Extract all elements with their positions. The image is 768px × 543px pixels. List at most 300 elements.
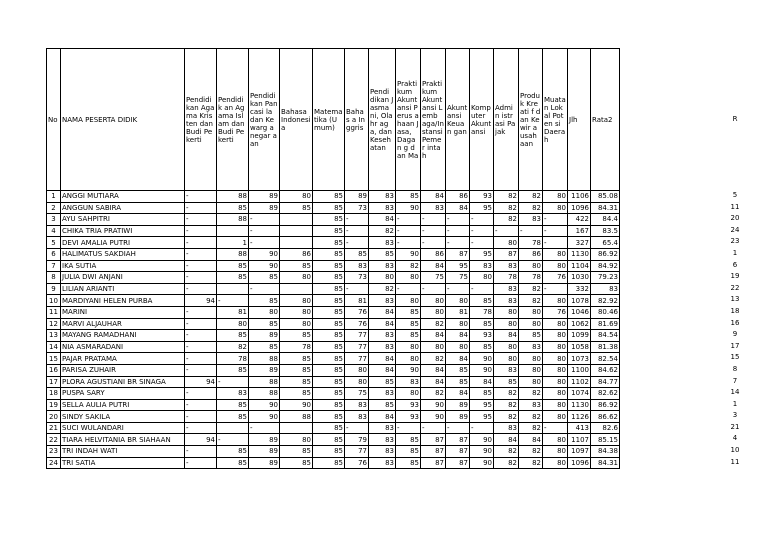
student-name: PARISA ZUHAIR (61, 364, 185, 376)
grade-cell: 83 (369, 457, 396, 469)
grade-cell: 87 (446, 457, 470, 469)
grade-cell: 89 (249, 446, 280, 458)
grade-cell: 1097 (568, 446, 591, 458)
grade-cell: 82 (369, 225, 396, 237)
grade-cell: 80 (396, 353, 421, 365)
grade-cell: 82 (519, 457, 543, 469)
grade-cell: - (185, 353, 217, 365)
grade-cell: 80 (543, 376, 568, 388)
grade-cell: 93 (470, 191, 494, 203)
grade-cell: - (217, 376, 249, 388)
grade-cell: 422 (568, 214, 591, 226)
grade-cell: 76 (345, 306, 369, 318)
grade-cell: 84 (369, 364, 396, 376)
grade-cell: 85 (249, 318, 280, 330)
grade-cell: 80 (543, 457, 568, 469)
grade-cell: - (217, 295, 249, 307)
row-number: 5 (47, 237, 61, 249)
grade-cell: 85 (396, 330, 421, 342)
grade-cell: - (494, 225, 519, 237)
grade-cell: 78 (519, 272, 543, 284)
table-row (47, 295, 620, 307)
grade-cell: 83 (345, 399, 369, 411)
student-name: HALIMATUS SAKDIAH (61, 248, 185, 260)
table-row (47, 446, 620, 458)
grade-cell: 82 (421, 353, 446, 365)
grade-cell: 83 (396, 376, 421, 388)
grade-cell: 80 (494, 237, 519, 249)
grade-cell: 85 (313, 376, 345, 388)
grade-cell: 83 (494, 422, 519, 434)
grade-cell: - (421, 214, 446, 226)
grade-cell: 1130 (568, 399, 591, 411)
row-number: 3 (47, 214, 61, 226)
table-row (47, 434, 620, 446)
table-row (47, 376, 620, 388)
grade-cell: 1062 (568, 318, 591, 330)
row-number: 16 (47, 364, 61, 376)
grade-cell: 80 (519, 353, 543, 365)
grade-cell: 85 (313, 225, 345, 237)
grade-cell: 83 (345, 260, 369, 272)
table-row (47, 318, 620, 330)
grade-cell: 85 (313, 399, 345, 411)
grade-cell: 85 (217, 457, 249, 469)
grade-cell: 85 (313, 306, 345, 318)
grade-cell: 80 (543, 364, 568, 376)
row-number: 7 (47, 260, 61, 272)
grade-cell: 84.77 (591, 376, 620, 388)
row-number: 18 (47, 388, 61, 400)
rank-value: 21 (730, 422, 740, 431)
grade-cell: 81.69 (591, 318, 620, 330)
grade-cell: 80 (421, 295, 446, 307)
grade-cell: 87 (446, 248, 470, 260)
student-name: DEVI AMALIA PUTRI (61, 237, 185, 249)
grade-cell: - (249, 214, 280, 226)
grade-cell: 85 (249, 272, 280, 284)
grade-cell: 90 (470, 353, 494, 365)
grade-cell (280, 237, 313, 249)
rank-column (725, 48, 745, 468)
grade-cell: 82 (494, 388, 519, 400)
rank-value: 5 (732, 191, 738, 199)
grade-cell: 80 (280, 318, 313, 330)
grade-cell: - (421, 237, 446, 249)
grade-cell: 75 (345, 388, 369, 400)
rank-value: 14 (730, 388, 740, 397)
grade-cell: 85 (345, 248, 369, 260)
student-name: ANGGUN SABIRA (61, 202, 185, 214)
grade-cell: 80 (543, 191, 568, 203)
grade-cell: 87 (421, 457, 446, 469)
row-number: 9 (47, 283, 61, 295)
grade-cell: 84 (446, 330, 470, 342)
grade-cell: - (446, 214, 470, 226)
grade-cell: 84 (519, 434, 543, 446)
student-name: MARDIYANI HELEN PURBA (61, 295, 185, 307)
grade-cell: 89 (249, 330, 280, 342)
grade-cell: - (345, 225, 369, 237)
rank-value: 1 (732, 399, 738, 408)
table-row (47, 214, 620, 226)
table-row (47, 330, 620, 342)
grade-cell: 80 (519, 376, 543, 388)
grade-cell: - (470, 237, 494, 249)
grade-cell: 1046 (568, 306, 591, 318)
grade-cell: 85 (280, 388, 313, 400)
grade-cell: 82 (519, 283, 543, 295)
grade-cell (280, 422, 313, 434)
grade-cell: - (470, 283, 494, 295)
grade-cell: 85 (217, 446, 249, 458)
grade-cell: 85 (396, 191, 421, 203)
header-subject: Produ k Kreati f dan Kewir ausah aan (519, 49, 543, 191)
rank-value: 13 (730, 295, 740, 304)
header-name: NAMA PESERTA DIDIK (61, 49, 185, 191)
grade-cell: 82 (494, 411, 519, 423)
grade-cell: 80 (543, 341, 568, 353)
grade-cell: 1099 (568, 330, 591, 342)
grade-cell: 80 (470, 272, 494, 284)
grade-cell: - (421, 225, 446, 237)
grade-cell: 84.31 (591, 457, 620, 469)
grade-cell: 80 (345, 376, 369, 388)
grade-cell: 85 (470, 295, 494, 307)
row-number: 6 (47, 248, 61, 260)
grade-cell: 85 (313, 388, 345, 400)
grade-cell: 82 (494, 399, 519, 411)
grade-cell: - (185, 422, 217, 434)
student-name: AYU SAHPITRI (61, 214, 185, 226)
row-number: 22 (47, 434, 61, 446)
grade-cell: 80 (543, 411, 568, 423)
grade-cell: - (185, 388, 217, 400)
grade-cell: 1074 (568, 388, 591, 400)
grade-cell: 93 (396, 399, 421, 411)
grade-cell: 84 (421, 376, 446, 388)
grade-cell: 94 (185, 376, 217, 388)
student-name: JULIA DWI ANJANI (61, 272, 185, 284)
grade-cell: - (185, 248, 217, 260)
grade-cell: 83 (494, 364, 519, 376)
grade-cell: - (345, 283, 369, 295)
grade-cell: 85 (217, 411, 249, 423)
grade-cell: 85 (396, 446, 421, 458)
grade-cell: 81 (446, 306, 470, 318)
grade-cell: 1104 (568, 260, 591, 272)
student-name: NIA ASMARADANI (61, 341, 185, 353)
grade-cell: 84 (421, 364, 446, 376)
grade-cell: - (185, 272, 217, 284)
rank-value: 20 (730, 214, 740, 223)
grade-cell: - (446, 283, 470, 295)
student-grades-table (46, 48, 620, 469)
student-name: PAJAR PRATAMA (61, 353, 185, 365)
student-name: TRI INDAH WATI (61, 446, 185, 458)
grade-cell: 80.46 (591, 306, 620, 318)
grade-cell: 90 (280, 399, 313, 411)
grade-cell: 80 (280, 191, 313, 203)
rank-value: 23 (730, 237, 740, 246)
grade-cell: 84 (446, 202, 470, 214)
grade-cell: 85 (396, 318, 421, 330)
grade-cell: 90 (396, 202, 421, 214)
grade-cell: 90 (396, 364, 421, 376)
grade-cell: 80 (421, 341, 446, 353)
rank-value: 11 (730, 457, 740, 466)
grade-cell: 80 (519, 260, 543, 272)
grade-cell: - (345, 237, 369, 249)
grade-cell: 80 (494, 353, 519, 365)
grade-cell: 83 (217, 388, 249, 400)
rank-value: 7 (732, 376, 738, 385)
student-name: SINDY SAKILA (61, 411, 185, 423)
row-number: 15 (47, 353, 61, 365)
grade-cell: 90 (470, 364, 494, 376)
grade-cell: 84 (470, 376, 494, 388)
student-name: TIARA HELVITANIA BR SIAHAAN (61, 434, 185, 446)
grade-cell: 332 (568, 283, 591, 295)
header-subject: Bahasa Indonesi a (280, 49, 313, 191)
row-number: 4 (47, 225, 61, 237)
student-name: MARVI ALJAUHAR (61, 318, 185, 330)
table-row (47, 260, 620, 272)
grade-cell: 1126 (568, 411, 591, 423)
grade-cell: 80 (280, 306, 313, 318)
grade-cell: 80 (543, 202, 568, 214)
row-number: 13 (47, 330, 61, 342)
grade-cell: 167 (568, 225, 591, 237)
grade-cell: - (421, 422, 446, 434)
rank-value: 24 (730, 225, 740, 234)
grade-cell: 83 (345, 411, 369, 423)
grade-cell: 78 (280, 341, 313, 353)
grade-cell: 84.92 (591, 260, 620, 272)
grade-cell: 85 (313, 446, 345, 458)
grade-cell: 84 (446, 353, 470, 365)
grade-cell: 89 (446, 399, 470, 411)
grade-cell: 85 (369, 399, 396, 411)
grade-cell: 82 (369, 283, 396, 295)
grade-cell: - (396, 237, 421, 249)
grade-cell: - (396, 214, 421, 226)
row-number: 17 (47, 376, 61, 388)
grade-cell: 85 (396, 457, 421, 469)
grade-cell: 83 (369, 341, 396, 353)
grade-cell: 82 (396, 260, 421, 272)
grade-cell: 78 (519, 237, 543, 249)
grade-cell: 80 (543, 399, 568, 411)
grade-cell: 1100 (568, 364, 591, 376)
grade-cell: - (446, 237, 470, 249)
grade-cell: 75 (446, 272, 470, 284)
grade-cell: 83 (369, 422, 396, 434)
grade-cell: 85 (313, 341, 345, 353)
grade-cell: - (543, 283, 568, 295)
rank-value: 4 (732, 434, 738, 443)
grade-cell: 85 (313, 248, 345, 260)
header-subject: Pendidi kan Agama Kristen dan Budi Pekerti (185, 49, 217, 191)
grade-cell: 85 (519, 330, 543, 342)
rank-value: 18 (730, 306, 740, 315)
grade-cell: 85 (280, 457, 313, 469)
header-subject: Rata2 (591, 49, 620, 191)
grade-cell: - (519, 225, 543, 237)
grade-cell: - (396, 283, 421, 295)
grade-cell: 80 (396, 341, 421, 353)
grade-cell: 85 (217, 399, 249, 411)
row-number: 2 (47, 202, 61, 214)
grade-cell: 85 (313, 202, 345, 214)
grade-cell: - (185, 225, 217, 237)
grade-cell: 80 (519, 364, 543, 376)
header-subject: Bahas a Inggris (345, 49, 369, 191)
grade-cell: 80 (543, 388, 568, 400)
grade-cell: 95 (470, 248, 494, 260)
grade-cell: 85 (396, 306, 421, 318)
grade-cell: - (249, 422, 280, 434)
grade-cell: 82 (519, 295, 543, 307)
grade-cell: 86.62 (591, 411, 620, 423)
header-subject: Admin istrasi Pajak (494, 49, 519, 191)
row-number: 10 (47, 295, 61, 307)
grade-cell: 85 (313, 411, 345, 423)
grade-cell: 80 (280, 272, 313, 284)
table-row (47, 191, 620, 203)
grade-cell: 77 (345, 446, 369, 458)
grade-cell: 82 (494, 214, 519, 226)
grade-cell: 75 (421, 272, 446, 284)
grade-cell: 81.38 (591, 341, 620, 353)
row-number: 24 (47, 457, 61, 469)
grade-cell: 85 (313, 364, 345, 376)
grade-cell: 87 (446, 446, 470, 458)
row-number: 23 (47, 446, 61, 458)
grade-cell: - (185, 364, 217, 376)
grade-cell: 88 (217, 214, 249, 226)
grade-cell: 82 (519, 191, 543, 203)
grade-cell: 83 (494, 283, 519, 295)
grade-cell: - (185, 399, 217, 411)
grade-cell: 88 (280, 411, 313, 423)
grade-cell: - (543, 214, 568, 226)
grade-cell: 82 (494, 457, 519, 469)
grade-cell: 80 (396, 295, 421, 307)
grade-cell: 88 (217, 248, 249, 260)
grade-cell: 80 (396, 388, 421, 400)
grade-cell: 1130 (568, 248, 591, 260)
grade-cell: - (185, 318, 217, 330)
grade-cell: 85 (313, 272, 345, 284)
grade-cell: 80 (494, 306, 519, 318)
grade-cell: 65.4 (591, 237, 620, 249)
grade-cell (217, 283, 249, 295)
row-number: 19 (47, 399, 61, 411)
grade-cell: - (249, 225, 280, 237)
grade-cell: 89 (345, 191, 369, 203)
grade-cell: 82 (421, 388, 446, 400)
grade-cell: 80 (280, 434, 313, 446)
grade-cell: - (396, 225, 421, 237)
grade-cell: 85 (313, 260, 345, 272)
grade-cell: 83.5 (591, 225, 620, 237)
grade-cell: 80 (543, 446, 568, 458)
grade-cell: - (185, 411, 217, 423)
grade-cell: 87 (421, 434, 446, 446)
grade-cell: 80 (345, 364, 369, 376)
grade-cell: 85 (313, 353, 345, 365)
grade-cell: 90 (470, 446, 494, 458)
grade-cell: 83 (470, 260, 494, 272)
grade-cell: 88 (249, 388, 280, 400)
grade-cell: - (249, 283, 280, 295)
grade-cell: 80 (369, 272, 396, 284)
header-subject: Prakti kum Akunt ansi Perus ahaan Jasa, Dagan g dan Ma (396, 49, 421, 191)
grade-cell: 79.23 (591, 272, 620, 284)
table-row (47, 364, 620, 376)
grade-cell: 80 (543, 248, 568, 260)
grade-cell: 1 (217, 237, 249, 249)
grade-cell: 85 (217, 202, 249, 214)
header-subject: Pendidi kan Pancasi la dan Kewarg anegar aan (249, 49, 280, 191)
grade-cell: - (470, 214, 494, 226)
grade-cell: - (185, 446, 217, 458)
grade-cell: 85 (313, 422, 345, 434)
grade-cell (280, 214, 313, 226)
grade-cell: 83 (519, 214, 543, 226)
grade-cell: 85 (280, 364, 313, 376)
grade-cell: - (345, 214, 369, 226)
grade-cell: 83 (369, 330, 396, 342)
grade-cell: 81 (345, 295, 369, 307)
grade-cell: 90 (470, 434, 494, 446)
rank-header: R (732, 115, 738, 123)
grade-cell: 85 (446, 364, 470, 376)
grade-cell: 90 (396, 248, 421, 260)
grade-cell: 93 (396, 411, 421, 423)
grade-cell (280, 283, 313, 295)
grade-cell: 84 (446, 388, 470, 400)
grade-cell: 82.92 (591, 295, 620, 307)
student-name: MAYANG RAMADHANI (61, 330, 185, 342)
grade-cell: 94 (185, 434, 217, 446)
grade-cell: 80 (494, 318, 519, 330)
grade-cell: 84 (369, 214, 396, 226)
grade-cell: 79 (345, 434, 369, 446)
rank-value: 10 (730, 446, 740, 455)
grade-cell: 1096 (568, 202, 591, 214)
grade-cell: 83 (591, 283, 620, 295)
grade-cell: 88 (249, 376, 280, 388)
grade-cell: 85 (280, 202, 313, 214)
grade-cell: 82.6 (591, 422, 620, 434)
rank-value: 22 (730, 283, 740, 292)
grade-cell: 85 (217, 260, 249, 272)
grade-cell: 78 (470, 306, 494, 318)
grade-cell: 80 (543, 330, 568, 342)
table-row (47, 306, 620, 318)
grade-cell: 89 (249, 202, 280, 214)
grade-cell: 85 (446, 376, 470, 388)
header-subject: Prakti kum Akunt ansi Lemb aga/In stansi Pemer intah (421, 49, 446, 191)
grade-cell: 85 (280, 446, 313, 458)
grade-cell: 80 (217, 318, 249, 330)
table-row (47, 341, 620, 353)
row-number: 11 (47, 306, 61, 318)
grade-cell: - (446, 422, 470, 434)
header-subject: Muata n Lokal Poten si Daera h (543, 49, 568, 191)
